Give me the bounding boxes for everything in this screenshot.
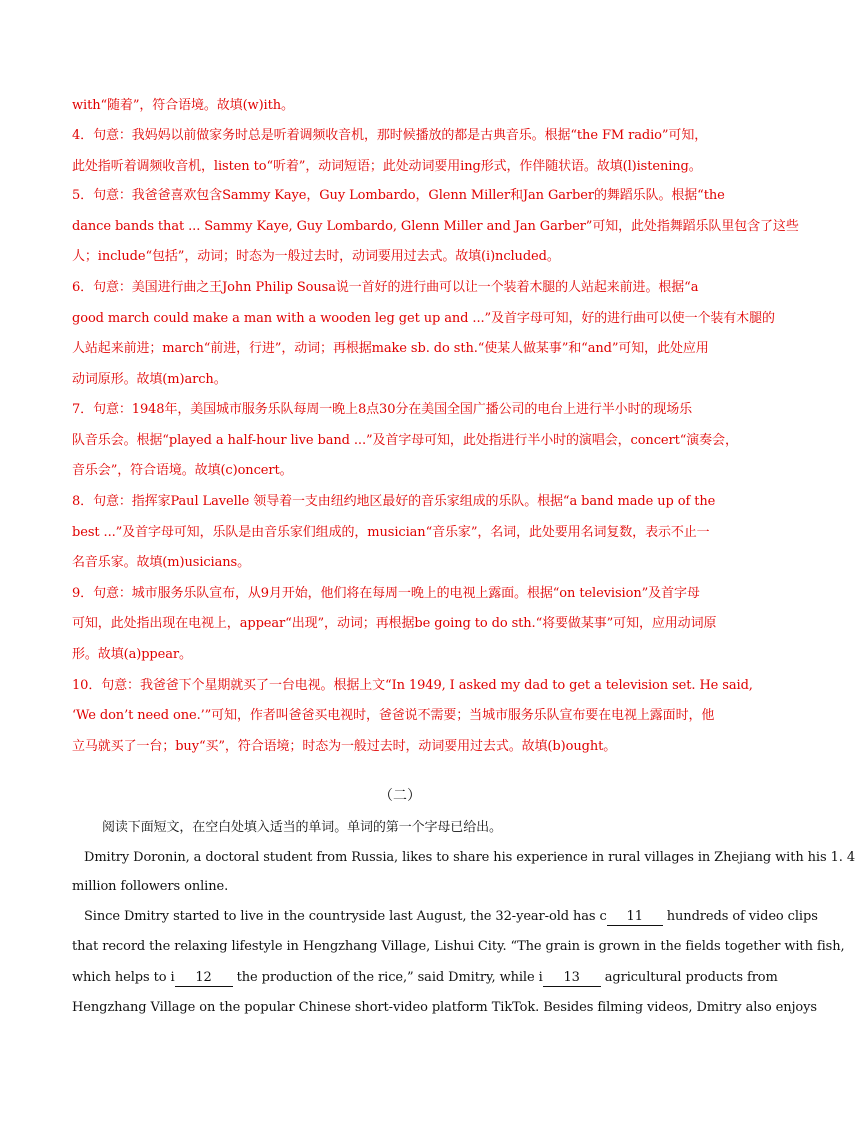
answer-line: 此处指听着调频收音机，listen to“听着”，动词短语；此处动词要用ing形式，作伴随状语。故填(l)istening。: [72, 159, 702, 174]
answer-line: with“随着”，符合语境。故填(w)ith。: [72, 98, 294, 113]
passage-text: Since Dmitry started to live in the countryside last August, the 32-year-old has c: [84, 909, 607, 924]
answer-line: 动词原形。故填(m)arch。: [72, 372, 227, 387]
blank-11[interactable]: 11: [607, 909, 663, 926]
passage-line: that record the relaxing lifestyle in Hengzhang Village, Lishui City. “The grain is grown in the fields together with fish,: [72, 939, 845, 954]
answer-line: 人站起来前进；march“前进，行进”，动词；再根据make sb. do sth.“使某人做某事”和“and”可知，此处应用: [72, 341, 709, 356]
blank-13[interactable]: 13: [543, 970, 601, 987]
answer-line: 8．句意：指挥家Paul Lavelle 领导着一支由纽约地区最好的音乐家组成的乐队。根据“a band made up of the: [72, 494, 716, 509]
answer-line: ‘We don’t need one.’”可知，作者叫爸爸买电视时，爸爸说不需要；当城市服务乐队宣布要在电视上露面时，他: [72, 708, 715, 723]
answer-line: 音乐会”，符合语境。故填(c)oncert。: [72, 463, 293, 478]
blank-12[interactable]: 12: [175, 970, 233, 987]
answer-line: good march could make a man with a wooden leg get up and ...”及首字母可知，好的进行曲可以使一个装有木腿的: [72, 311, 775, 326]
answer-line: 形。故填(a)ppear。: [72, 647, 192, 662]
answer-line: dance bands that ... Sammy Kaye, Guy Lombardo, Glenn Miller and Jan Garber”可知，此处指舞蹈乐队里包含了这些: [72, 219, 799, 234]
answer-line: 可知，此处指出现在电视上，appear“出现”，动词；再根据be going to do sth.“将要做某事”可知，应用动词原: [72, 616, 717, 631]
instruction-text: 阅读下面短文，在空白处填入适当的单词。单词的第一个字母已给出。: [102, 820, 502, 835]
passage-line: [84, 907, 818, 927]
answer-line: 6．句意：美国进行曲之王John Philip Sousa说一首好的进行曲可以让一个装着木腿的人站起来前进。根据“a: [72, 280, 699, 295]
answer-line: 4．句意：我妈妈以前做家务时总是听着调频收音机，那时候播放的都是古典音乐。根据“the FM radio”可知，: [72, 128, 708, 143]
answer-line: best ...”及首字母可知，乐队是由音乐家们组成的，musician“音乐家”，名词，此处要用名词复数，表示不止一: [72, 525, 710, 540]
answer-line: 名音乐家。故填(m)usicians。: [72, 555, 251, 570]
passage-line: Dmitry Doronin, a doctoral student from Russia, likes to share his experience in rural villages in Zhejiang with his 1. 4: [84, 850, 855, 865]
passage-text: which helps to i: [72, 970, 175, 985]
passage-text: agricultural products from: [600, 970, 778, 985]
section-heading: （二）: [379, 788, 421, 804]
answer-line: 9．句意：城市服务乐队宣布，从9月开始，他们将在每周一晚上的电视上露面。根据“on television”及首字母: [72, 586, 700, 601]
answer-line: 5．句意：我爸爸喜欢包含Sammy Kaye，Guy Lombardo，Glenn Miller和Jan Garber的舞蹈乐队。根据“the: [72, 188, 725, 203]
answer-line: 10．句意：我爸爸下个星期就买了一台电视。根据上文“In 1949, I asked my dad to get a television set. He said,: [72, 678, 753, 693]
answer-line: 7．句意：1948年，美国城市服务乐队每周一晚上8点30分在美国全国广播公司的电台上进行半小时的现场乐: [72, 402, 693, 417]
passage-text: the production of the rice,” said Dmitry, while i: [232, 970, 543, 985]
passage-text: hundreds of video clips: [662, 909, 818, 924]
answer-line: 立马就买了一台；buy“买”，符合语境；时态为一般过去时，动词要用过去式。故填(b)ought。: [72, 739, 617, 754]
passage-line: Hengzhang Village on the popular Chinese short-video platform TikTok. Besides filming videos, Dmitry also enjoys: [72, 1000, 817, 1015]
passage-line: [72, 968, 778, 988]
answer-line: 队音乐会。根据“played a half-hour live band ...”及首字母可知，此处指进行半小时的演唱会，concert“演奏会，: [72, 433, 738, 448]
answer-line: 人；include“包括”，动词；时态为一般过去时，动词要用过去式。故填(i)ncluded。: [72, 249, 560, 264]
passage-line: million followers online.: [72, 879, 229, 894]
